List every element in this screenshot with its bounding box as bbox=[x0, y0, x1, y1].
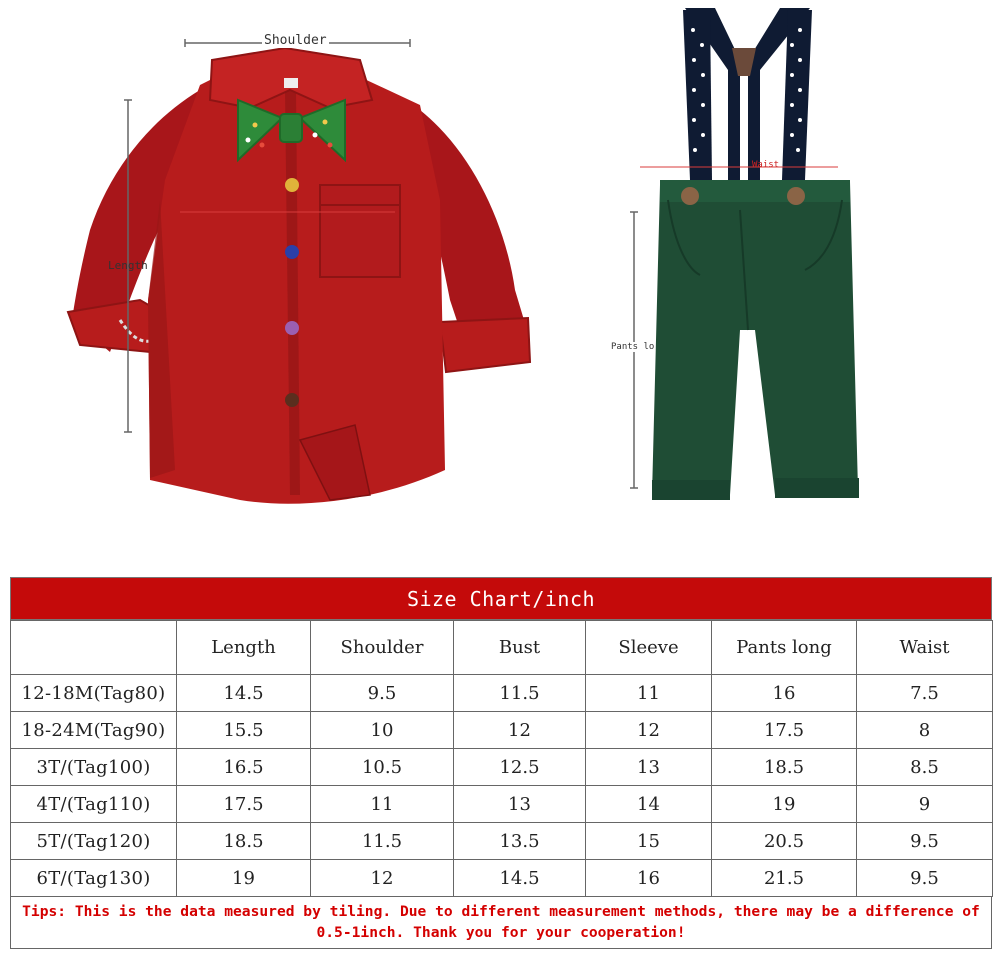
bust-cell: 12.5 bbox=[454, 749, 586, 786]
pants-long-cell: 20.5 bbox=[712, 823, 857, 860]
header-waist: Waist bbox=[857, 621, 993, 675]
header-size bbox=[11, 621, 177, 675]
length-cell: 17.5 bbox=[177, 786, 311, 823]
waist-cell: 7.5 bbox=[857, 675, 993, 712]
table-row bbox=[11, 786, 993, 823]
waist-cell: 8 bbox=[857, 712, 993, 749]
waist-label: Waist bbox=[752, 160, 780, 170]
length-cell: 15.5 bbox=[177, 712, 311, 749]
sleeve-cell: 11 bbox=[586, 675, 712, 712]
sleeve-cell: 13 bbox=[586, 749, 712, 786]
size-cell: 5T/(Tag120) bbox=[11, 823, 177, 860]
bust-cell: 13.5 bbox=[454, 823, 586, 860]
measurement-tips: Tips: This is the data measured by tiling. Due to different measurement methods, there may be a difference of 0.5-1inch. Thank you for your cooperation! bbox=[10, 897, 992, 949]
pants-long-cell: 21.5 bbox=[712, 860, 857, 897]
pants-long-cell: 18.5 bbox=[712, 749, 857, 786]
sleeve-cell: 14 bbox=[586, 786, 712, 823]
table-row bbox=[11, 712, 993, 749]
shoulder-cell: 9.5 bbox=[311, 675, 454, 712]
header-sleeve: Sleeve bbox=[586, 621, 712, 675]
bust-cell: 11.5 bbox=[454, 675, 586, 712]
waist-cell: 9 bbox=[857, 786, 993, 823]
pants-long-cell: 16 bbox=[712, 675, 857, 712]
shoulder-cell: 11.5 bbox=[311, 823, 454, 860]
sleeve-cell: 12 bbox=[586, 712, 712, 749]
bust-cell: 13 bbox=[454, 786, 586, 823]
length-cell: 19 bbox=[177, 860, 311, 897]
pants-long-cell: 19 bbox=[712, 786, 857, 823]
shoulder-cell: 12 bbox=[311, 860, 454, 897]
table-header-row bbox=[11, 621, 993, 675]
pants-long-label: Pants lo bbox=[611, 342, 655, 352]
size-chart-table bbox=[10, 620, 993, 897]
waist-cell: 9.5 bbox=[857, 860, 993, 897]
header-bust: Bust bbox=[454, 621, 586, 675]
size-chart bbox=[10, 577, 992, 949]
length-cell: 16.5 bbox=[177, 749, 311, 786]
size-cell: 12-18M(Tag80) bbox=[11, 675, 177, 712]
shoulder-cell: 11 bbox=[311, 786, 454, 823]
length-label: Length bbox=[108, 259, 148, 272]
size-cell: 4T/(Tag110) bbox=[11, 786, 177, 823]
length-cell: 14.5 bbox=[177, 675, 311, 712]
sleeve-cell: 16 bbox=[586, 860, 712, 897]
header-length: Length bbox=[177, 621, 311, 675]
shoulder-cell: 10 bbox=[311, 712, 454, 749]
size-cell: 3T/(Tag100) bbox=[11, 749, 177, 786]
header-pants-long: Pants long bbox=[712, 621, 857, 675]
bust-cell: 14.5 bbox=[454, 860, 586, 897]
table-row bbox=[11, 749, 993, 786]
shoulder-cell: 10.5 bbox=[311, 749, 454, 786]
waist-cell: 9.5 bbox=[857, 823, 993, 860]
waist-cell: 8.5 bbox=[857, 749, 993, 786]
size-cell: 18-24M(Tag90) bbox=[11, 712, 177, 749]
size-chart-title: Size Chart/inch bbox=[10, 577, 992, 620]
table-row bbox=[11, 823, 993, 860]
header-shoulder: Shoulder bbox=[311, 621, 454, 675]
bust-cell: 12 bbox=[454, 712, 586, 749]
shoulder-label: Shoulder bbox=[264, 33, 327, 48]
sleeve-cell: 15 bbox=[586, 823, 712, 860]
size-cell: 6T/(Tag130) bbox=[11, 860, 177, 897]
table-row bbox=[11, 675, 993, 712]
table-row bbox=[11, 860, 993, 897]
suspender-pants-image bbox=[652, 8, 859, 500]
length-cell: 18.5 bbox=[177, 823, 311, 860]
pants-long-cell: 17.5 bbox=[712, 712, 857, 749]
